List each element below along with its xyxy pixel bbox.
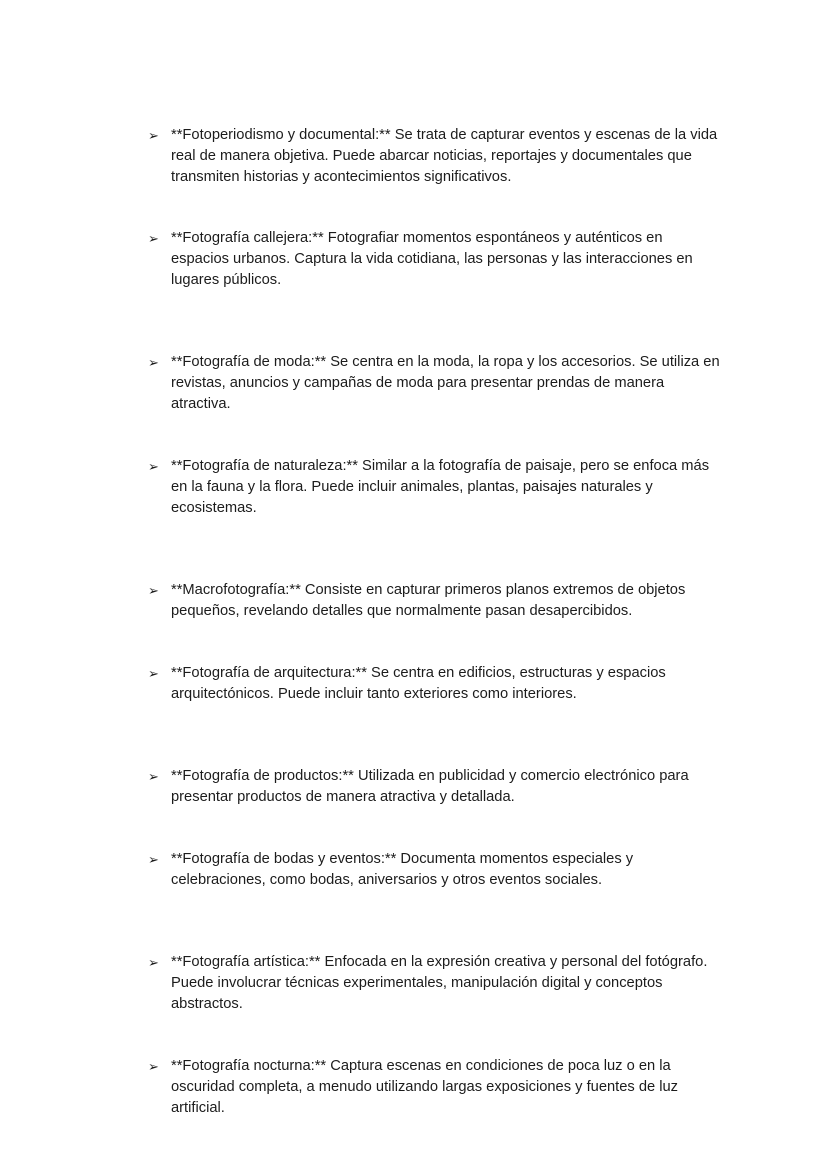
list-item — [148, 766, 720, 808]
arrow-bullet-icon: ➢ — [148, 1059, 159, 1074]
list-item — [148, 952, 720, 1015]
list-item-text: **Fotografía nocturna:** Captura escenas en condiciones de poca luz o en la oscuridad completa, a menudo utilizando largas exposiciones y fuentes de luz artificial. — [171, 1058, 679, 1116]
list-item — [148, 228, 720, 291]
list-item — [148, 125, 720, 188]
list-item-text: **Fotografía de productos:** Utilizada en publicidad y comercio electrónico para presentar productos de manera atractiva y detallada. — [171, 768, 689, 805]
list-item-text: **Fotografía de moda:** Se centra en la moda, la ropa y los accesorios. Se utiliza en revistas, anuncios y campañas de moda para presentar prendas de manera atractiva. — [171, 354, 720, 412]
list-item-text: **Fotografía de arquitectura:** Se centra en edificios, estructuras y espacios arquitectónicos. Puede incluir tanto exteriores como interiores. — [171, 665, 666, 702]
list-item-text: **Macrofotografía:** Consiste en capturar primeros planos extremos de objetos pequeños, revelando detalles que normalmente pasan desapercibidos. — [171, 582, 686, 619]
arrow-bullet-icon: ➢ — [148, 231, 159, 246]
list-item-text: **Fotografía de bodas y eventos:** Documenta momentos especiales y celebraciones, como bodas, aniversarios y otros eventos sociales. — [171, 851, 634, 888]
list-item — [148, 352, 720, 415]
arrow-bullet-icon: ➢ — [148, 852, 159, 867]
list-item-text: **Fotoperiodismo y documental:** Se trata de capturar eventos y escenas de la vida real de manera objetiva. Puede abarcar noticias, reportajes y documentales que transmiten historias y acontecimientos significativos. — [171, 127, 718, 185]
list-item — [148, 663, 720, 705]
arrow-bullet-icon: ➢ — [148, 355, 159, 370]
arrow-bullet-icon: ➢ — [148, 666, 159, 681]
list-item — [148, 849, 720, 891]
list-item — [148, 1056, 720, 1119]
arrow-bullet-icon: ➢ — [148, 459, 159, 474]
arrow-bullet-icon: ➢ — [148, 128, 159, 143]
list-item-text: **Fotografía artística:** Enfocada en la expresión creativa y personal del fotógrafo. Puede involucrar técnicas experimentales, manipulación digital y conceptos abstractos. — [171, 954, 708, 1012]
arrow-bullet-icon: ➢ — [148, 583, 159, 598]
list-item-text: **Fotografía callejera:** Fotografiar momentos espontáneos y auténticos en espacios urbanos. Captura la vida cotidiana, las personas y las interacciones en lugares públicos. — [171, 230, 693, 288]
list-item-text: **Fotografía de naturaleza:** Similar a la fotografía de paisaje, pero se enfoca más en la fauna y la flora. Puede incluir animales, plantas, paisajes naturales y ecosistemas. — [171, 458, 710, 516]
list-item — [148, 580, 720, 622]
list-item — [148, 456, 720, 519]
arrow-bullet-icon: ➢ — [148, 769, 159, 784]
arrow-bullet-icon: ➢ — [148, 955, 159, 970]
